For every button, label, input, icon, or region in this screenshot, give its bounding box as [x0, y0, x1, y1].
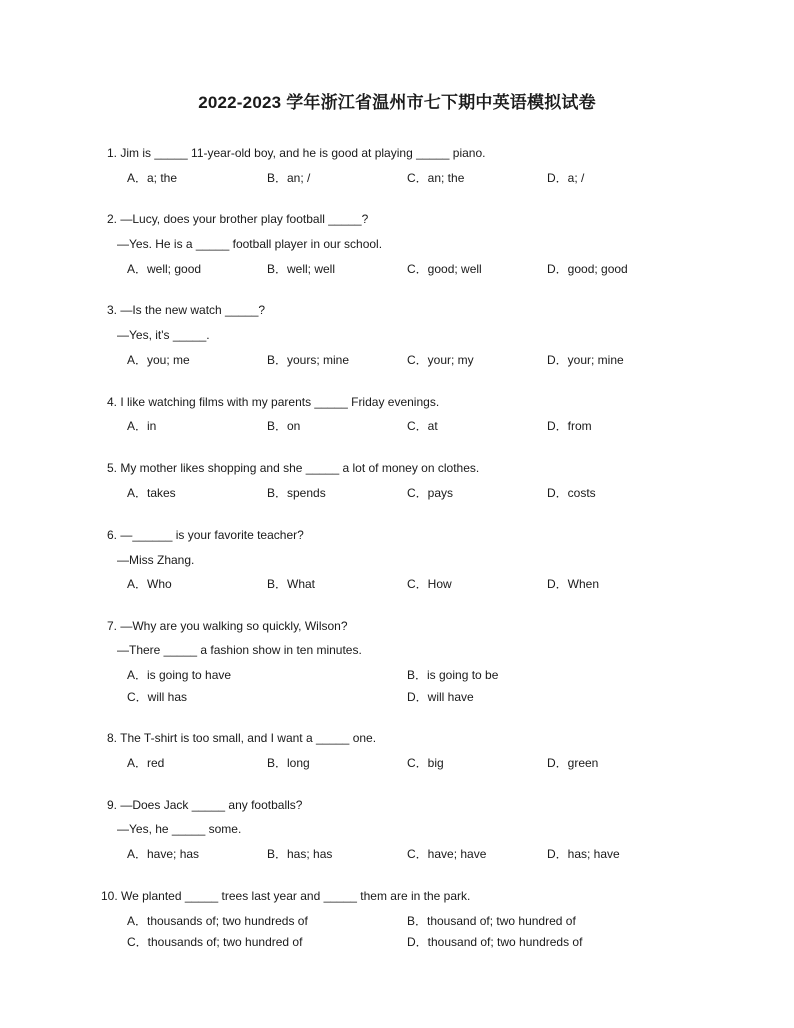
option-c: C．big [407, 756, 444, 770]
option-a: A．takes [127, 486, 176, 500]
option-b: B．yours; mine [267, 353, 350, 367]
option-c: C．an; the [407, 171, 465, 185]
option-c: C．How [407, 577, 452, 591]
option-c: C．at [407, 419, 438, 433]
option-c: C．thousands of; two hundred of [127, 935, 303, 949]
question-reply: —Yes. He is a _____ football player in our school. [117, 237, 383, 251]
option-a: A．you; me [127, 353, 190, 367]
option-c: C．pays [407, 486, 454, 500]
option-b: B．What [267, 577, 316, 591]
option-a: A．thousands of; two hundreds of [127, 914, 308, 928]
option-a: A．Who [127, 577, 172, 591]
question-stem: 6. —______ is your favorite teacher? [107, 528, 304, 542]
question-reply: —There _____ a fashion show in ten minutes. [117, 643, 362, 657]
option-b: B．an; / [267, 171, 311, 185]
option-b: B．on [267, 419, 301, 433]
question-stem: 3. —Is the new watch _____? [107, 303, 266, 317]
question-reply: —Yes, it's _____. [117, 328, 210, 342]
question-stem: 8. The T-shirt is too small, and I want a _____ one. [107, 731, 377, 745]
option-b: B．well; well [267, 262, 336, 276]
option-d: D．has; have [547, 847, 620, 861]
option-b: B．is going to be [407, 668, 499, 682]
question-stem: 7. —Why are you walking so quickly, Wilson? [107, 619, 348, 633]
option-a: A．a; the [127, 171, 178, 185]
option-d: D．When [547, 577, 600, 591]
option-c: C．good; well [407, 262, 482, 276]
question-reply: —Miss Zhang. [117, 553, 195, 567]
option-a: A．red [127, 756, 165, 770]
question-stem: 2. —Lucy, does your brother play football _____? [107, 212, 369, 226]
option-a: A．is going to have [127, 668, 232, 682]
option-b: B．has; has [267, 847, 333, 861]
option-d: D．thousand of; two hundreds of [407, 935, 583, 949]
option-d: D．from [547, 419, 592, 433]
option-d: D．a; / [547, 171, 585, 185]
option-d: D．costs [547, 486, 596, 500]
option-d: D．your; mine [547, 353, 624, 367]
option-c: C．have; have [407, 847, 487, 861]
page-title: 2022-2023 学年浙江省温州市七下期中英语模拟试卷 [198, 93, 596, 112]
option-b: B．spends [267, 486, 326, 500]
question-stem: 1. Jim is _____ 11-year-old boy, and he is good at playing _____ piano. [107, 146, 486, 160]
option-a: A．well; good [127, 262, 202, 276]
option-a: A．in [127, 419, 157, 433]
option-b: B．long [267, 756, 310, 770]
option-b: B．thousand of; two hundred of [407, 914, 576, 928]
option-a: A．have; has [127, 847, 200, 861]
option-c: C．your; my [407, 353, 474, 367]
question-reply: —Yes, he _____ some. [117, 822, 242, 836]
option-d: D．green [547, 756, 599, 770]
option-c: C．will has [127, 690, 188, 704]
option-d: D．will have [407, 690, 474, 704]
question-stem: 4. I like watching films with my parents _____ Friday evenings. [107, 395, 440, 409]
option-d: D．good; good [547, 262, 628, 276]
question-stem: 9. —Does Jack _____ any footballs? [107, 798, 303, 812]
question-stem: 5. My mother likes shopping and she _____ a lot of money on clothes. [107, 461, 480, 475]
question-stem: 10. We planted _____ trees last year and _____ them are in the park. [101, 889, 471, 903]
